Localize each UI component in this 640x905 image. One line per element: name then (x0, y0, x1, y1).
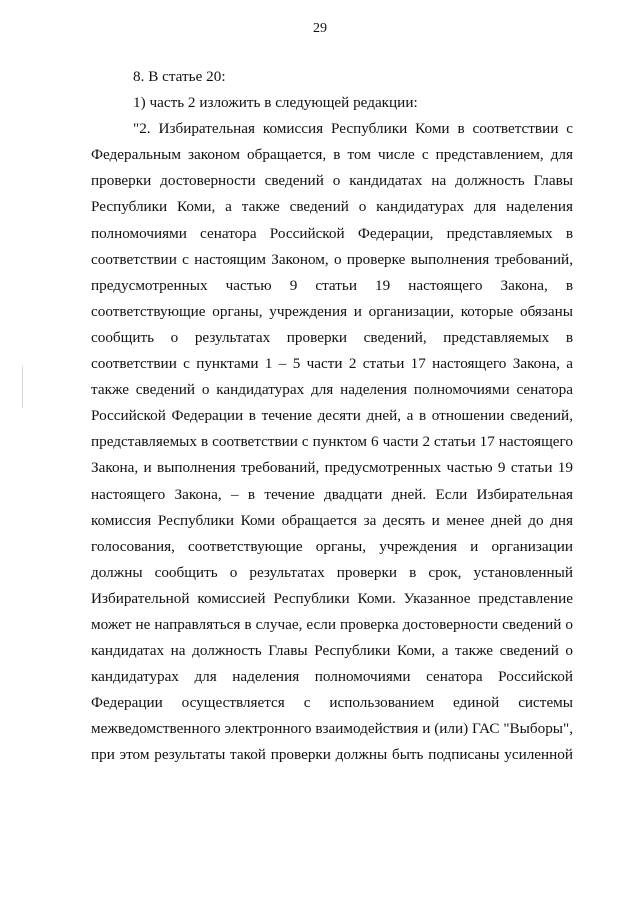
text-line: Закона, и выполнения требований, предусмотренных частью 9 статьи 19 (91, 459, 573, 477)
text-line: комиссия Республики Коми обращается за десять и менее дней до дня (91, 511, 573, 529)
text-line: кандидатурах для наделения полномочиями сенатора Российской (91, 668, 573, 686)
document-body (91, 64, 573, 769)
text-line: также сведений о кандидатурах для наделения полномочиями сенатора (91, 381, 573, 399)
text-line: соответствующие органы, учреждения и организации, которые обязаны (91, 302, 573, 320)
amendment-instruction: 1) часть 2 изложить в следующей редакции: (133, 94, 418, 112)
text-line: голосования, соответствующие органы, учреждения и организации (91, 537, 573, 555)
section-heading: 8. В статье 20: (133, 68, 226, 85)
text-line: при этом результаты такой проверки должны быть подписаны усиленной (91, 746, 573, 764)
text-line: полномочиями сенатора Российской Федерации, представляемых в (91, 224, 573, 242)
text-line: предусмотренных частью 9 статьи 19 настоящего Закона, в (91, 276, 573, 294)
text-line: Республики Коми, а также сведений о кандидатурах для наделения (91, 198, 573, 216)
text-line: Федерации осуществляется с использованием единой системы (91, 694, 573, 712)
text-line: представляемых в соответствии с пунктом 6 части 2 статьи 17 настоящего (91, 433, 573, 451)
text-line: Избирательной комиссией Республики Коми. Указанное представление (91, 589, 573, 607)
scan-margin-mark (22, 366, 23, 408)
text-line: настоящего Закона, – в течение двадцати дней. Если Избирательная (91, 485, 573, 503)
text-line: "2. Избирательная комиссия Республики Коми в соответствии с (133, 120, 573, 138)
text-line: межведомственного электронного взаимодействия и (или) ГАС "Выборы", (91, 720, 573, 738)
text-line: может не направляться в случае, если проверка достоверности сведений о (91, 615, 573, 633)
page-number: 29 (313, 21, 327, 36)
text-line: соответствии с пунктами 1 – 5 части 2 статьи 17 настоящего Закона, а (91, 355, 573, 373)
text-line: сообщить о результатах проверки сведений, представляемых в (91, 328, 573, 346)
text-line: проверки достоверности сведений о кандидатах на должность Главы (91, 172, 573, 190)
text-line: кандидатах на должность Главы Республики Коми, а также сведений о (91, 642, 573, 660)
text-line: соответствии с настоящим Законом, о проверке выполнения требований, (91, 250, 573, 268)
text-line: Российской Федерации в течение десяти дней, а в отношении сведений, (91, 407, 573, 425)
text-line: Федеральным законом обращается, в том числе с представлением, для (91, 146, 573, 164)
text-line: должны сообщить о результатах проверки в срок, установленный (91, 563, 573, 581)
